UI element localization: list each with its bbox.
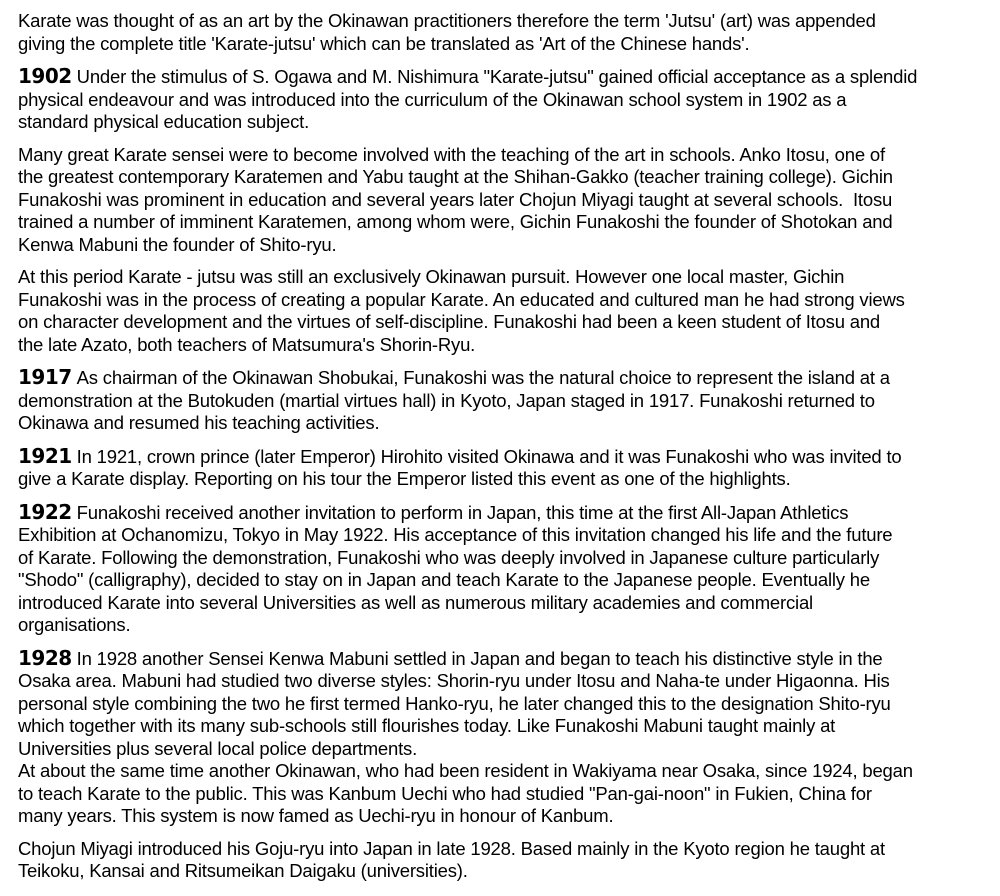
text-line [18, 783, 990, 806]
paragraph-1902 [18, 65, 990, 134]
text-line [18, 860, 990, 883]
text-line [18, 166, 990, 189]
text-line [18, 311, 990, 334]
text-line [18, 501, 990, 525]
line-text: of Karate. Following the demonstration, Funakoshi who was deeply involved in Japanese culture particularly [18, 546, 880, 568]
line-text: trained a number of imminent Karatemen, among whom were, Gichin Funakoshi the founder of Shotokan and [18, 211, 893, 232]
line-text: introduced Karate into several Universities as well as numerous military academies and commercial [18, 591, 813, 613]
text-line [18, 10, 990, 33]
text-line [18, 838, 990, 861]
text-line [18, 65, 990, 89]
text-line [18, 468, 990, 491]
line-text: giving the complete title 'Karate-jutsu' which can be translated as 'Art of the Chinese hands'. [18, 32, 750, 54]
text-line [18, 592, 990, 615]
line-text: personal style combining the two he first termed Hanko-ryu, he later changed this to the designation Shito-ryu [18, 692, 891, 714]
line-text: Exhibition at Ochanomizu, Tokyo in May 1922. His acceptance of this invitation changed his life and the future [18, 524, 893, 545]
text-line [18, 189, 990, 212]
paragraph-1928 [18, 647, 990, 828]
line-text: organisations. [18, 614, 131, 635]
line-text: many years. This system is now famed as Uechi-ryu in honour of Kanbum. [18, 805, 614, 826]
text-line [18, 366, 990, 390]
line-text: standard physical education subject. [18, 111, 310, 132]
line-text: Funakoshi was prominent in education and several years later Chojun Miyagi taught at several schools. Itosu [18, 188, 893, 210]
text-line [18, 211, 990, 234]
text-line [18, 445, 990, 469]
text-line [18, 289, 990, 312]
text-line [18, 614, 990, 637]
paragraph-1921 [18, 445, 990, 491]
paragraph-okinawan-pursuit [18, 266, 990, 356]
line-text: Okinawa and resumed his teaching activities. [18, 412, 380, 433]
line-text: Funakoshi was in the process of creating a popular Karate. An educated and cultured man he had strong views [18, 288, 905, 310]
text-line [18, 547, 990, 570]
line-text: give a Karate display. Reporting on his tour the Emperor listed this event as one of the highlights. [18, 468, 791, 489]
text-line [18, 647, 990, 671]
line-text: In 1928 another Sensei Kenwa Mabuni settled in Japan and began to teach his distinctive style in the [76, 647, 883, 669]
line-text: physical endeavour and was introduced into the curriculum of the Okinawan school system in 1902 as a [18, 88, 847, 110]
line-text: on character development and the virtues of self-discipline. Funakoshi had been a keen student of Itosu and [18, 311, 881, 332]
paragraph-goju-ryu [18, 838, 990, 883]
text-line [18, 569, 990, 592]
line-text: Osaka area. Mabuni had studied two diverse styles: Shorin-ryu under Itosu and Naha-te under Higaonna. His [18, 670, 890, 691]
line-text: Teikoku, Kansai and Ritsumeikan Daigaku (universities). [18, 860, 468, 881]
text-line [18, 89, 990, 112]
year-label: 1922 [18, 499, 72, 524]
year-label: 1902 [18, 64, 72, 88]
text-line [18, 670, 990, 693]
line-text: Chojun Miyagi introduced his Goju-ryu into Japan in late 1928. Based mainly in the Kyoto region he taught at [18, 837, 885, 859]
year-label: 1921 [18, 443, 72, 468]
text-line [18, 234, 990, 257]
line-text: "Shodo" (calligraphy), decided to stay on in Japan and teach Karate to the Japanese people. Eventually he [18, 569, 870, 590]
text-line [18, 334, 990, 357]
line-text: demonstration at the Butokuden (martial virtues hall) in Kyoto, Japan staged in 1917. Funakoshi returned to [18, 389, 875, 411]
paragraph-intro [18, 10, 990, 55]
line-text: As chairman of the Okinawan Shobukai, Funakoshi was the natural choice to represent the island at a [76, 367, 890, 388]
text-line [18, 805, 990, 828]
line-text: Karate was thought of as an art by the Okinawan practitioners therefore the term 'Jutsu' (art) was appended [18, 10, 876, 31]
line-text: the greatest contemporary Karatemen and Yabu taught at the Shihan-Gakko (teacher training college). Gichin [18, 166, 893, 187]
text-line [18, 266, 990, 289]
text-line [18, 412, 990, 435]
paragraph-1917 [18, 366, 990, 435]
text-line [18, 715, 990, 738]
line-text: Many great Karate sensei were to become involved with the teaching of the art in schools. Anko Itosu, one of [18, 143, 885, 165]
line-text: which together with its many sub-schools still flourishes today. Like Funakoshi Mabuni taught mainly at [18, 715, 836, 736]
text-line [18, 33, 990, 56]
year-label: 1928 [18, 645, 72, 670]
line-text: At this period Karate - jutsu was still an exclusively Okinawan pursuit. However one local master, Gichin [18, 266, 845, 287]
paragraph-1922 [18, 501, 990, 637]
line-text: Kenwa Mabuni the founder of Shito-ryu. [18, 233, 337, 255]
text-line [18, 111, 990, 134]
paragraph-sensei-schools [18, 144, 990, 257]
line-text: Funakoshi received another invitation to perform in Japan, this time at the first All-Japan Athletics [76, 501, 849, 523]
text-line [18, 738, 990, 761]
line-text: In 1921, crown prince (later Emperor) Hirohito visited Okinawa and it was Funakoshi who was invited to [76, 445, 902, 467]
text-line [18, 144, 990, 167]
text-line [18, 390, 990, 413]
text-line [18, 760, 990, 783]
line-text: Universities plus several local police departments. [18, 737, 418, 759]
line-text: to teach Karate to the public. This was Kanbum Uechi who had studied "Pan-gai-noon" in Fukien, China for [18, 782, 872, 804]
year-label: 1917 [18, 365, 72, 389]
line-text: Under the stimulus of S. Ogawa and M. Nishimura "Karate-jutsu" gained official acceptance as a splendid [76, 66, 918, 87]
text-line [18, 693, 990, 716]
line-text: the late Azato, both teachers of Matsumura's Shorin-Ryu. [18, 333, 476, 355]
line-text: At about the same time another Okinawan, who had been resident in Wakiyama near Osaka, since 1924, began [18, 760, 913, 781]
text-line [18, 524, 990, 547]
